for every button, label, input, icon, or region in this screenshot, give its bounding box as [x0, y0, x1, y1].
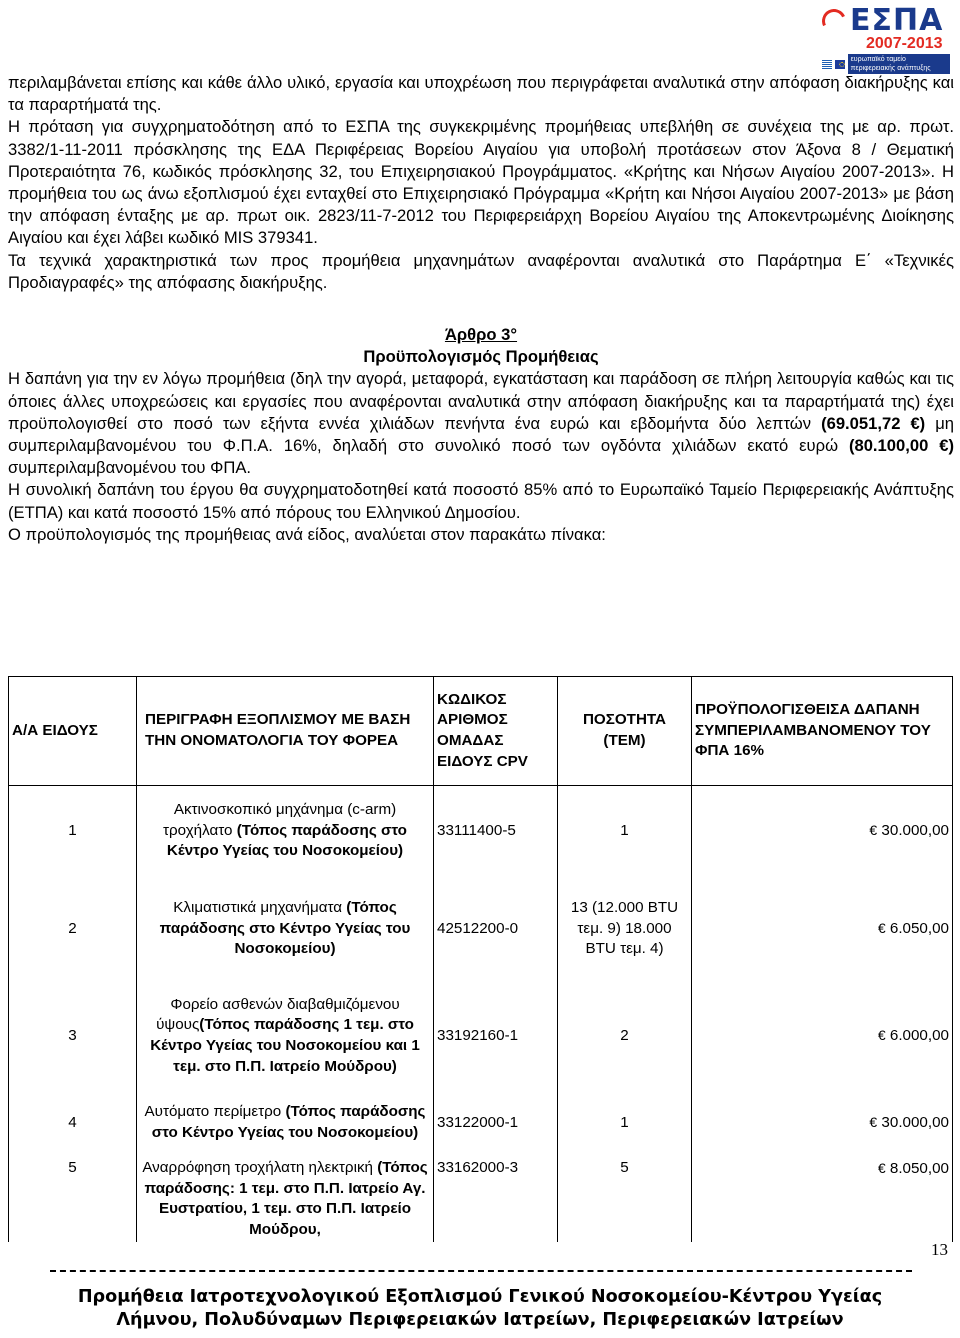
table-row	[9, 786, 953, 877]
table-row	[9, 982, 953, 1090]
intro-p2-a: Η πρόταση για συγχρηματοδότηση από το ΕΣΠΑ της συγκεκριμένης προμήθειας υπεβλήθη σε συνέχεια της με αρ. πρωτ. 3382/1-11-2011 πρόσκλησης της ΕΔΑ Περιφέρειας Βορείου Αιγαίου για υποβολή προτάσεων στον Άξονα 8 / Θεματική Προτεραιότητα 76, κωδικός πρόσκλησης 32, του Επιχειρησιακού Προγράμματος.	[8, 117, 954, 181]
row-quantity: 1	[558, 1090, 692, 1156]
row-description-delivery: (Τόπος παράδοσης στο Κέντρο Υγείας του Νοσοκομείου)	[151, 1103, 426, 1141]
row-cost	[692, 1090, 953, 1156]
row-cpv: 33122000-1	[434, 1090, 558, 1156]
row-description-text: Ακτινοσκοπικό μηχάνημα (c-arm) τροχήλατο	[163, 801, 397, 839]
row-cpv: 33192160-1	[434, 982, 558, 1090]
row-cost-value: 30.000,00	[881, 1114, 949, 1132]
intro-p2-b: «Κρήτης και Νήσων Αιγαίου 2007-2013»	[623, 161, 931, 181]
table-row	[9, 876, 953, 982]
intro-paragraph-2	[8, 116, 954, 249]
logo-top	[822, 4, 950, 38]
row-description	[137, 1090, 434, 1156]
intro-paragraph-1: περιλαμβάνεται επίσης και κάθε άλλο υλικό, εργασία και υποχρέωση που περιγράφεται αναλυτικά στην απόφαση διακήρυξης και τα παραρτήματά της.	[8, 73, 954, 115]
euro-icon: €	[877, 1027, 886, 1044]
logo-years: 2007-2013	[866, 35, 943, 52]
budget-total-amount: (80.100,00 €)	[848, 436, 954, 456]
article-number: Άρθρο 3°	[444, 325, 518, 345]
row-description-text: Αυτόματο περίμετρο	[144, 1103, 286, 1121]
table-header-row	[9, 677, 953, 786]
row-number: 1	[9, 786, 137, 877]
row-quantity: 1	[558, 786, 692, 877]
euro-icon: €	[877, 1160, 886, 1176]
document-body	[8, 72, 954, 546]
row-number: 4	[9, 1090, 137, 1156]
row-description	[137, 982, 434, 1090]
row-quantity: 13 (12.000 BTU τεμ. 9) 18.000 BTU τεμ. 4)	[558, 876, 692, 982]
greek-flag-icon	[822, 60, 832, 69]
row-number: 2	[9, 876, 137, 982]
row-cost-value: 6.000,00	[889, 1027, 949, 1045]
row-number: 3	[9, 982, 137, 1090]
logo-bar	[822, 54, 950, 74]
row-description	[137, 876, 434, 982]
logo-tagline: ευρωπαϊκό ταμείο περιφερειακής ανάπτυξης	[848, 54, 950, 74]
row-description-delivery: (Τόπος παράδοσης στο Κέντρο Υγείας του Νοσοκομείου)	[159, 899, 411, 958]
intro-p2-c: . Η προμήθεια του ως άνω εξοπλισμού έχει ενταχθεί στο Επιχειρησιακό Πρόγραμμα «Κρήτη και Νήσοι Αιγαίου 2007-2013» με βάση την απόφαση ένταξης με αρ. πρωτ οικ. 2823/11-7-2012 του Περιφερειάρχη Βορείου Αιγαίου της Αποκεντρωμένης Διοίκησης Αιγαίου και έχει λάβει κωδικό MIS 379341.	[8, 161, 954, 248]
logo-word: ΕΣΠΑ	[850, 3, 944, 38]
row-description-delivery: (Τόπος παράδοσης στο Κέντρο Υγείας του Νοσοκομείου)	[166, 821, 407, 860]
logo-arc-icon	[819, 6, 850, 37]
budget-table	[8, 676, 953, 1242]
euro-icon: €	[869, 1114, 878, 1131]
row-description-text: Φορείο ασθενών διαβαθμιζόμενου ύψους	[156, 995, 400, 1034]
row-description-delivery: (Τόπος παράδοσης: 1 τεμ. στο Π.Π. Ιατρείο Αγ. Ευστρατίου, 1 τεμ. στο Π.Π. Ιατρείο Μούδρου,	[144, 1159, 428, 1238]
espa-logo	[822, 3, 950, 72]
row-description	[137, 1156, 434, 1242]
row-description-delivery: (Τόπος παράδοσης 1 τεμ. στο Κέντρο Υγείας του Νοσοκομείου και 1 τεμ. στο Π.Π. Ιατρείο Μούδρου)	[150, 1016, 420, 1075]
row-number: 5	[9, 1156, 137, 1242]
budget-paragraph-3: Ο προϋπολογισμός της προμήθειας ανά είδος, αναλύεται στον παρακάτω πίνακα:	[8, 524, 606, 544]
page-footer	[0, 1286, 960, 1332]
euro-icon: €	[877, 920, 886, 937]
budget-p1-a: Η δαπάνη για την εν λόγω προμήθεια (δηλ την αγορά, μεταφορά, εγκατάσταση και παράδοση σε πλήρη λειτουργία καθώς και τις όποιες άλλες υποχρεώσεις και εργασίες που αναφέρονται αναλυτικά στην απόφαση διακήρυξης και τα παραρτήματά της) έχει προϋπολογισθεί στο ποσό των εξήντα εννέα χιλιάδων πενήντα ένα ευρώ και εβδομήντα δύο λεπτών	[8, 369, 954, 433]
eu-flag-icon	[835, 60, 845, 69]
table-row	[9, 1090, 953, 1156]
row-description-text: Κλιματιστικά μηχανήματα	[173, 899, 347, 917]
budget-paragraph-1	[8, 368, 954, 479]
euro-icon: €	[869, 822, 878, 839]
row-quantity: 2	[558, 982, 692, 1090]
table-row	[9, 1156, 953, 1242]
intro-paragraph-3: Τα τεχνικά χαρακτηριστικά των προς προμήθεια μηχανημάτων αναφέρονται αναλυτικά στο Παράρτημα Ε΄ «Τεχνικές Προδιαγραφές» της απόφασης διακήρυξης.	[8, 250, 954, 292]
footer-divider	[50, 1270, 912, 1272]
row-description	[137, 786, 434, 877]
header-description: ΠΕΡΙΓΡΑΦΗ ΕΞΟΠΛΙΣΜΟΥ ΜΕ ΒΑΣΗ ΤΗΝ ΟΝΟΜΑΤΟΛΟΓΙΑ ΤΟΥ ΦΟΡΕΑ	[137, 677, 434, 786]
header-aa: Α/Α ΕΙΔΟΥΣ	[9, 677, 137, 786]
footer-line-1: Προμήθεια Ιατροτεχνολογικού Εξοπλισμού Γενικού Νοσοκομείου-Κέντρου Υγείας	[77, 1287, 883, 1307]
row-cost	[692, 1156, 953, 1242]
row-cpv: 33162000-3	[434, 1156, 558, 1242]
header-cost: ΠΡΟΫΠΟΛΟΓΙΣΘΕΙΣΑ ΔΑΠΑΝΗ ΣΥΜΠΕΡΙΛΑΜΒΑΝΟΜΕΝΟΥ ΤΟΥ ΦΠΑ 16%	[692, 677, 953, 786]
row-cpv: 42512200-0	[434, 876, 558, 982]
header-cpv: ΚΩΔΙΚΟΣ ΑΡΙΘΜΟΣ ΟΜΑΔΑΣ ΕΙΔΟΥΣ CPV	[434, 677, 558, 786]
page-number: 13	[931, 1240, 948, 1259]
budget-p1-e: συμπεριλαμβανομένου του ΦΠΑ.	[8, 458, 252, 478]
row-cost	[692, 786, 953, 877]
row-cost-value: 30.000,00	[881, 822, 949, 840]
article-title: Προϋπολογισμός Προμήθειας	[363, 347, 599, 367]
row-cost-value: 8.050,00	[889, 1160, 949, 1177]
row-cost-value: 6.050,00	[889, 920, 949, 938]
budget-p1-c: μη συμπεριλαμβανομένου του Φ.Π.Α. 16%, δηλαδή στο συνολικό ποσό των ογδόντα χιλιάδων εκατό ευρώ	[8, 413, 955, 456]
row-cpv: 33111400-5	[434, 786, 558, 877]
budget-paragraph-2: Η συνολική δαπάνη του έργου θα συγχρηματοδοτηθεί κατά ποσοστό 85% από το Ευρωπαϊκό Ταμείο Περιφερειακής Ανάπτυξης (ΕΤΠΑ) και κατά ποσοστό 15% από πόρους του Ελληνικού Δημοσίου.	[8, 480, 954, 522]
budget-net-amount: (69.051,72 €)	[821, 413, 926, 433]
header-quantity: ΠΟΣΟΤΗΤΑ (ΤΕΜ)	[558, 677, 692, 786]
row-description-text: Αναρρόφηση τροχήλατη ηλεκτρική	[142, 1159, 378, 1176]
row-cost	[692, 982, 953, 1090]
row-cost	[692, 876, 953, 982]
footer-line-2: Λήμνου, Πολυδύναμων Περιφερειακών Ιατρείων, Περιφερειακών Ιατρείων	[116, 1310, 844, 1330]
row-quantity: 5	[558, 1156, 692, 1242]
